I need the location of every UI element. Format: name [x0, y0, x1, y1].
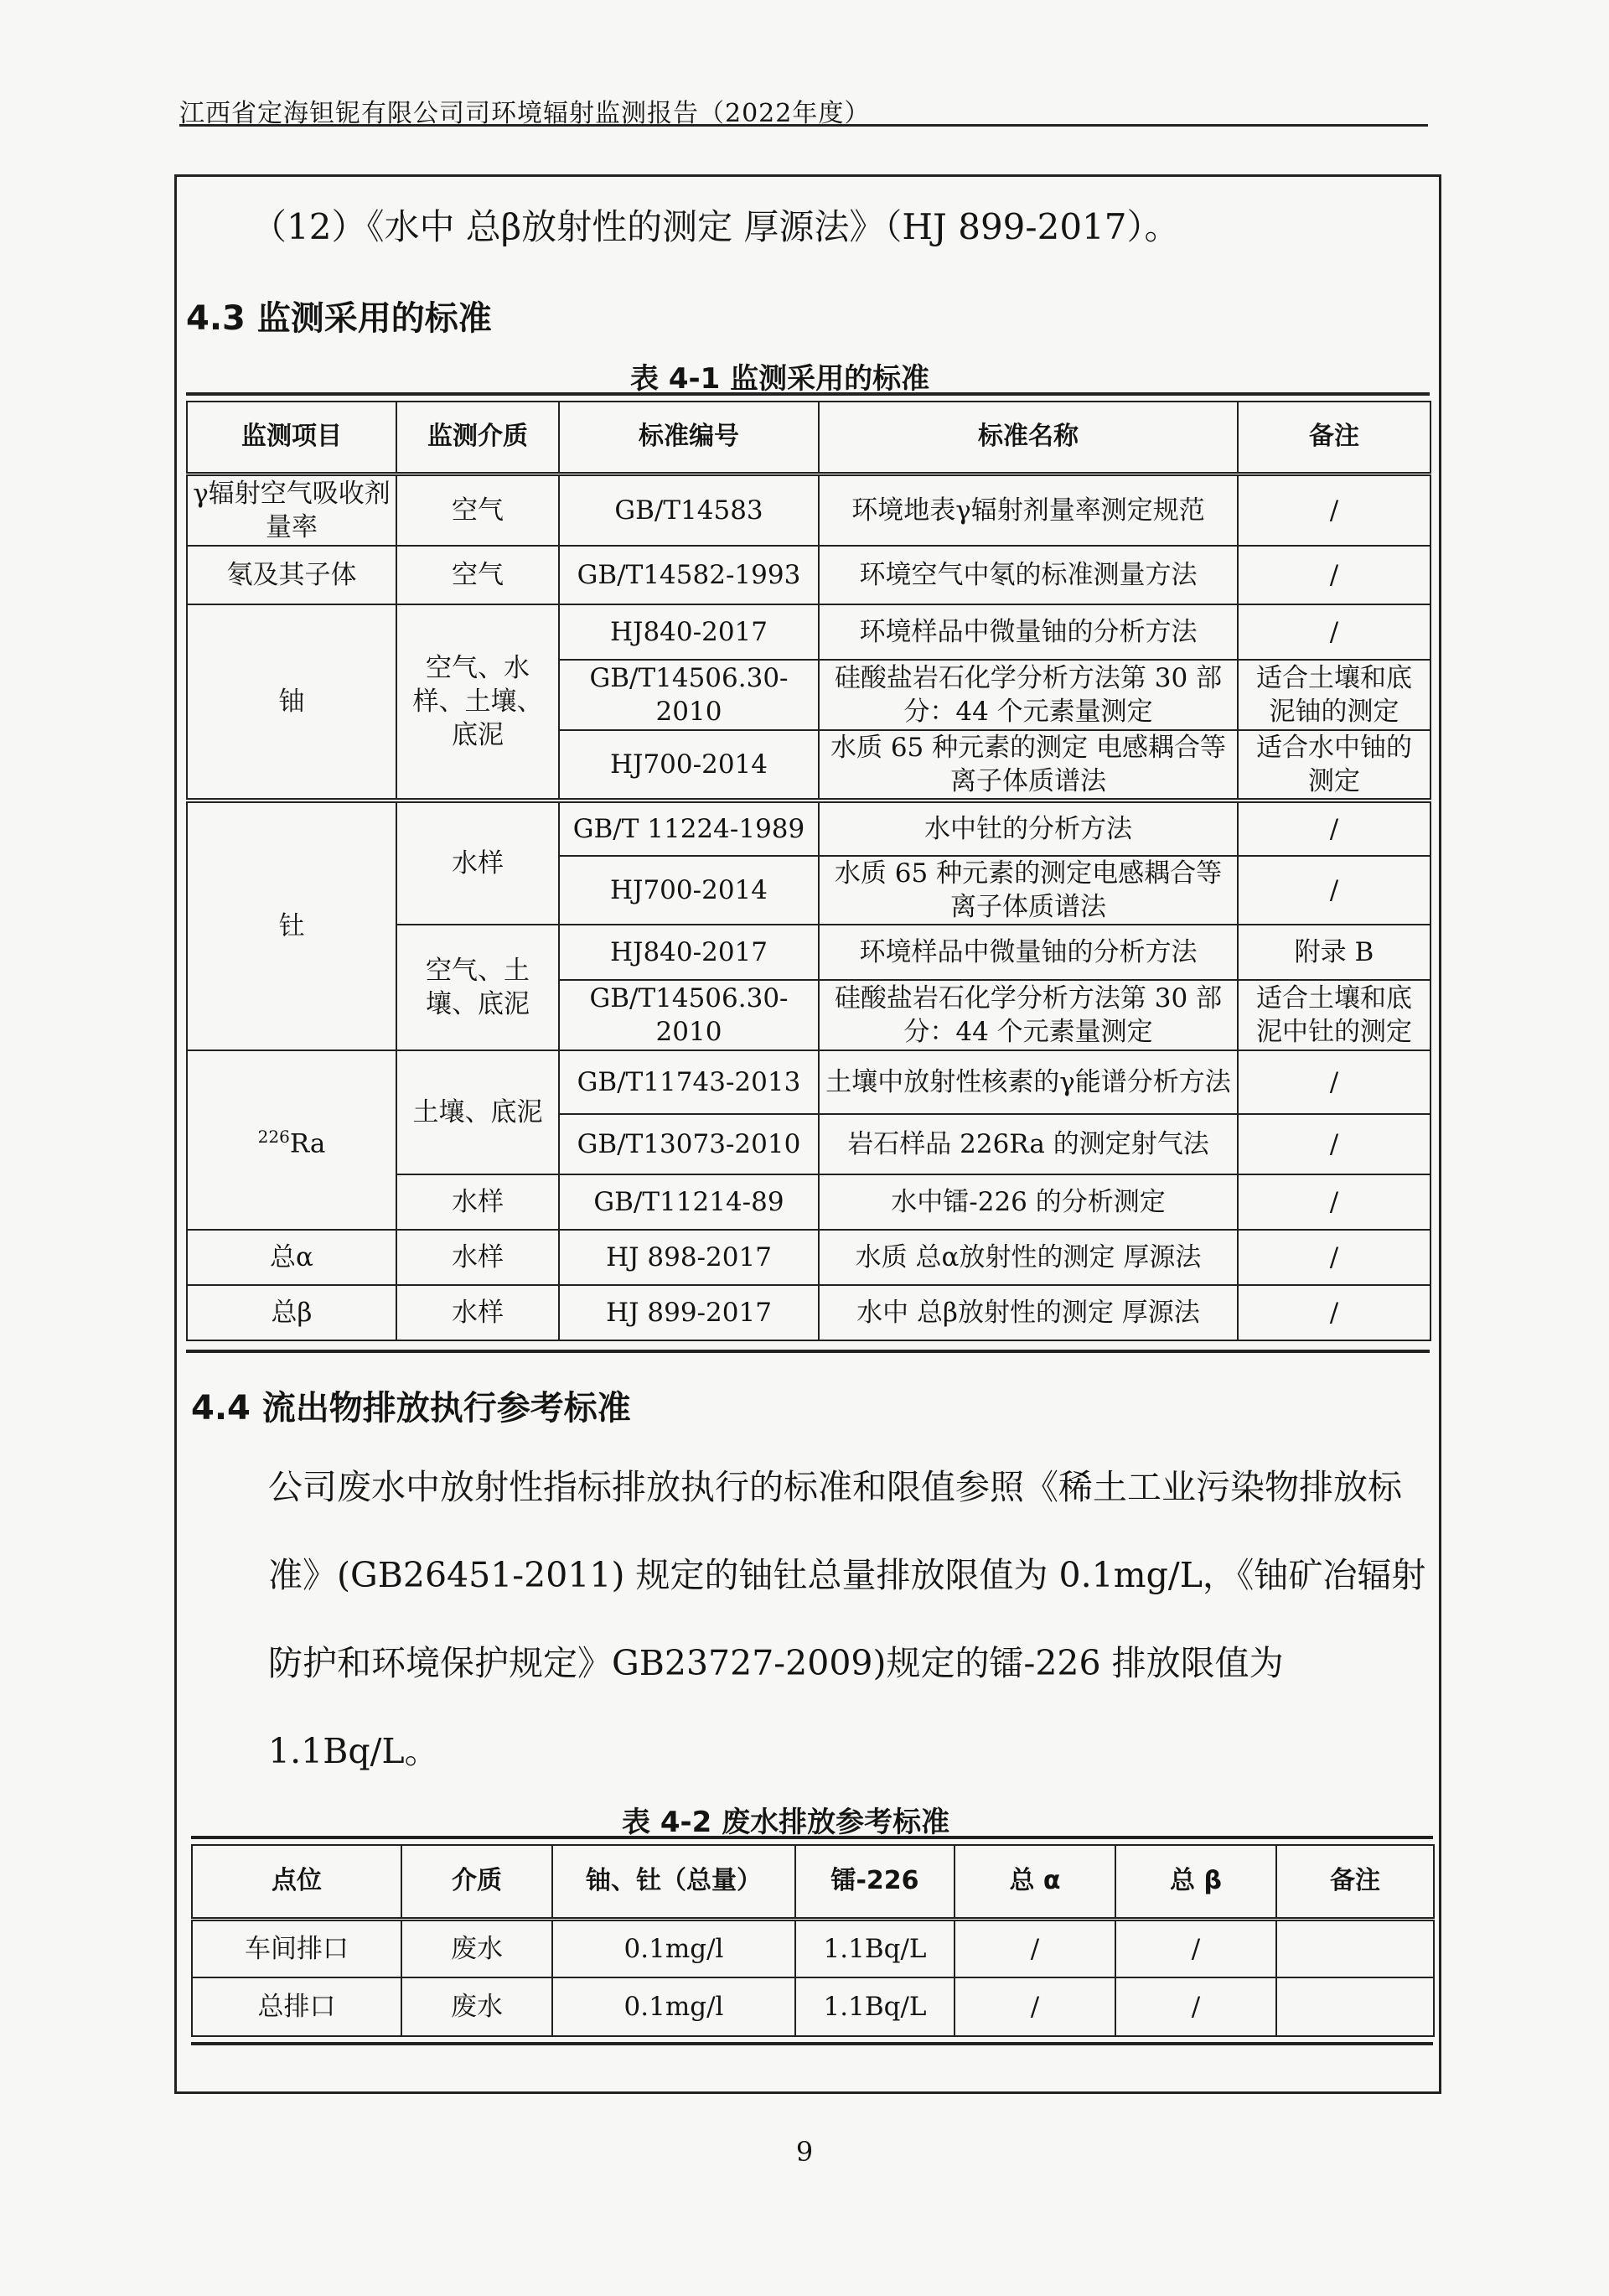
cell-note: /	[1238, 801, 1431, 856]
section-4-3-title: 4.3 监测采用的标准	[186, 299, 492, 338]
col-code: 标准编号	[559, 402, 819, 474]
cell-point: 总排口	[192, 1977, 401, 2036]
table-row	[187, 604, 1431, 660]
cell-note: 适合土壤和底泥铀的测定	[1238, 660, 1431, 730]
cell-code: GB/T14506.30-2010	[559, 660, 819, 730]
cell-code: GB/T 11224-1989	[559, 801, 819, 856]
table-row	[187, 1050, 1431, 1114]
cell-u-th: 0.1mg/l	[552, 1919, 795, 1977]
cell-medium: 空气、水样、土壤、底泥	[396, 604, 559, 801]
cell-medium: 土壤、底泥	[396, 1050, 559, 1174]
table2-bottom-rule	[191, 2042, 1433, 2045]
standards-table	[186, 401, 1431, 1341]
cell-item-ra	[187, 1050, 396, 1230]
table-row	[187, 1285, 1431, 1340]
table1-caption: 表 4-1 监测采用的标准	[630, 362, 930, 396]
col-name: 标准名称	[819, 402, 1238, 474]
cell-note: /	[1238, 1285, 1431, 1340]
cell-medium: 水样	[396, 1230, 559, 1285]
cell-alpha: /	[955, 1977, 1115, 2036]
cell-name: 环境样品中微量铀的分析方法	[819, 604, 1238, 660]
cell-point: 车间排口	[192, 1919, 401, 1977]
cell-alpha: /	[955, 1919, 1115, 1977]
cell-name: 水中钍的分析方法	[819, 801, 1238, 856]
cell-item: γ辐射空气吸收剂量率	[187, 474, 396, 546]
cell-note: /	[1238, 1050, 1431, 1114]
table-header-row	[192, 1845, 1434, 1919]
table2-caption: 表 4-2 废水排放参考标准	[622, 1806, 950, 1839]
cell-item: 氡及其子体	[187, 546, 396, 604]
cell-code: GB/T11743-2013	[559, 1050, 819, 1114]
cell-medium: 水样	[396, 1285, 559, 1340]
cell-medium: 空气	[396, 474, 559, 546]
cell-code: HJ700-2014	[559, 730, 819, 801]
cell-note: 附录 B	[1238, 925, 1431, 980]
table-row	[187, 474, 1431, 546]
cell-note	[1276, 1977, 1434, 2036]
cell-note: /	[1238, 1230, 1431, 1285]
col-ra226: 镭-226	[795, 1845, 955, 1919]
cell-name: 环境样品中微量铀的分析方法	[819, 925, 1238, 980]
cell-code: HJ 898-2017	[559, 1230, 819, 1285]
paragraph-text: 公司废水中放射性指标排放执行的标准和限值参照《稀土工业污染物排放标准》(GB26451-2011) 规定的铀钍总量排放限值为 0.1mg/L，《铀矿冶辐射防护和环境保护规定》GB23727-2009)规定的镭-226 排放限值为 1.1Bq/L。	[268, 1467, 1426, 1771]
cell-medium: 水样	[396, 801, 559, 925]
section-4-4-title: 4.4 流出物排放执行参考标准	[191, 1389, 631, 1428]
cell-item: 总α	[187, 1230, 396, 1285]
table2-top-rule	[191, 1836, 1433, 1839]
cell-medium: 废水	[401, 1919, 552, 1977]
cell-medium: 废水	[401, 1977, 552, 2036]
ra-superscript: 226	[257, 1126, 290, 1147]
cell-beta: /	[1115, 1977, 1276, 2036]
ra-label: Ra	[289, 1128, 326, 1159]
cell-code: GB/T14583	[559, 474, 819, 546]
cell-name: 硅酸盐岩石化学分析方法第 30 部分：44 个元素量测定	[819, 660, 1238, 730]
cell-code: GB/T14506.30-2010	[559, 980, 819, 1050]
cell-note: /	[1238, 474, 1431, 546]
cell-u-th: 0.1mg/l	[552, 1977, 795, 2036]
cell-code: HJ700-2014	[559, 856, 819, 925]
discharge-table	[191, 1844, 1435, 2037]
table1-top-rule	[186, 392, 1430, 396]
cell-note: 适合水中铀的测定	[1238, 730, 1431, 801]
col-point: 点位	[192, 1845, 401, 1919]
cell-item: 铀	[187, 604, 396, 801]
cell-name: 水中镭-226 的分析测定	[819, 1174, 1238, 1230]
table-row	[187, 1230, 1431, 1285]
table-row	[192, 1977, 1434, 2036]
cell-ra226: 1.1Bq/L	[795, 1919, 955, 1977]
col-item: 监测项目	[187, 402, 396, 474]
cell-name: 岩石样品 226Ra 的测定射气法	[819, 1114, 1238, 1174]
cell-beta: /	[1115, 1919, 1276, 1977]
cell-medium: 空气	[396, 546, 559, 604]
table-row	[192, 1919, 1434, 1977]
cell-code: GB/T14582-1993	[559, 546, 819, 604]
cell-medium: 空气、土壤、底泥	[396, 925, 559, 1050]
cell-name: 环境空气中氡的标准测量方法	[819, 546, 1238, 604]
page-number: 9	[795, 2136, 814, 2168]
header-rule	[179, 124, 1428, 127]
cell-item: 总β	[187, 1285, 396, 1340]
col-alpha: 总 α	[955, 1845, 1115, 1919]
discharge-paragraph	[191, 1443, 1431, 1796]
cell-code: GB/T13073-2010	[559, 1114, 819, 1174]
col-note: 备注	[1276, 1845, 1434, 1919]
cell-name: 水中 总β放射性的测定 厚源法	[819, 1285, 1238, 1340]
cell-note: /	[1238, 546, 1431, 604]
col-note: 备注	[1238, 402, 1431, 474]
col-medium: 监测介质	[396, 402, 559, 474]
cell-note: /	[1238, 1114, 1431, 1174]
table-header-row	[187, 402, 1431, 474]
table-row	[187, 546, 1431, 604]
intro-line: （12）《水中 总β放射性的测定 厚源法》（HJ 899-2017）。	[251, 206, 1180, 247]
cell-code: HJ840-2017	[559, 925, 819, 980]
col-u-th: 铀、钍（总量）	[552, 1845, 795, 1919]
cell-note: /	[1238, 1174, 1431, 1230]
cell-ra226: 1.1Bq/L	[795, 1977, 955, 2036]
cell-name: 水质 总α放射性的测定 厚源法	[819, 1230, 1238, 1285]
report-header: 江西省定海钽铌有限公司司环境辐射监测报告（2022年度）	[179, 99, 871, 128]
table1-bottom-rule	[186, 1350, 1430, 1353]
cell-note: /	[1238, 856, 1431, 925]
cell-code: GB/T11214-89	[559, 1174, 819, 1230]
cell-name: 环境地表γ辐射剂量率测定规范	[819, 474, 1238, 546]
cell-code: HJ 899-2017	[559, 1285, 819, 1340]
cell-code: HJ840-2017	[559, 604, 819, 660]
cell-note: /	[1238, 604, 1431, 660]
cell-note	[1276, 1919, 1434, 1977]
cell-name: 硅酸盐岩石化学分析方法第 30 部分：44 个元素量测定	[819, 980, 1238, 1050]
col-medium: 介质	[401, 1845, 552, 1919]
cell-name: 土壤中放射性核素的γ能谱分析方法	[819, 1050, 1238, 1114]
cell-medium: 水样	[396, 1174, 559, 1230]
cell-name: 水质 65 种元素的测定电感耦合等离子体质谱法	[819, 856, 1238, 925]
cell-item: 钍	[187, 801, 396, 1050]
cell-name: 水质 65 种元素的测定 电感耦合等离子体质谱法	[819, 730, 1238, 801]
table-row	[187, 801, 1431, 856]
cell-note: 适合土壤和底泥中钍的测定	[1238, 980, 1431, 1050]
col-beta: 总 β	[1115, 1845, 1276, 1919]
